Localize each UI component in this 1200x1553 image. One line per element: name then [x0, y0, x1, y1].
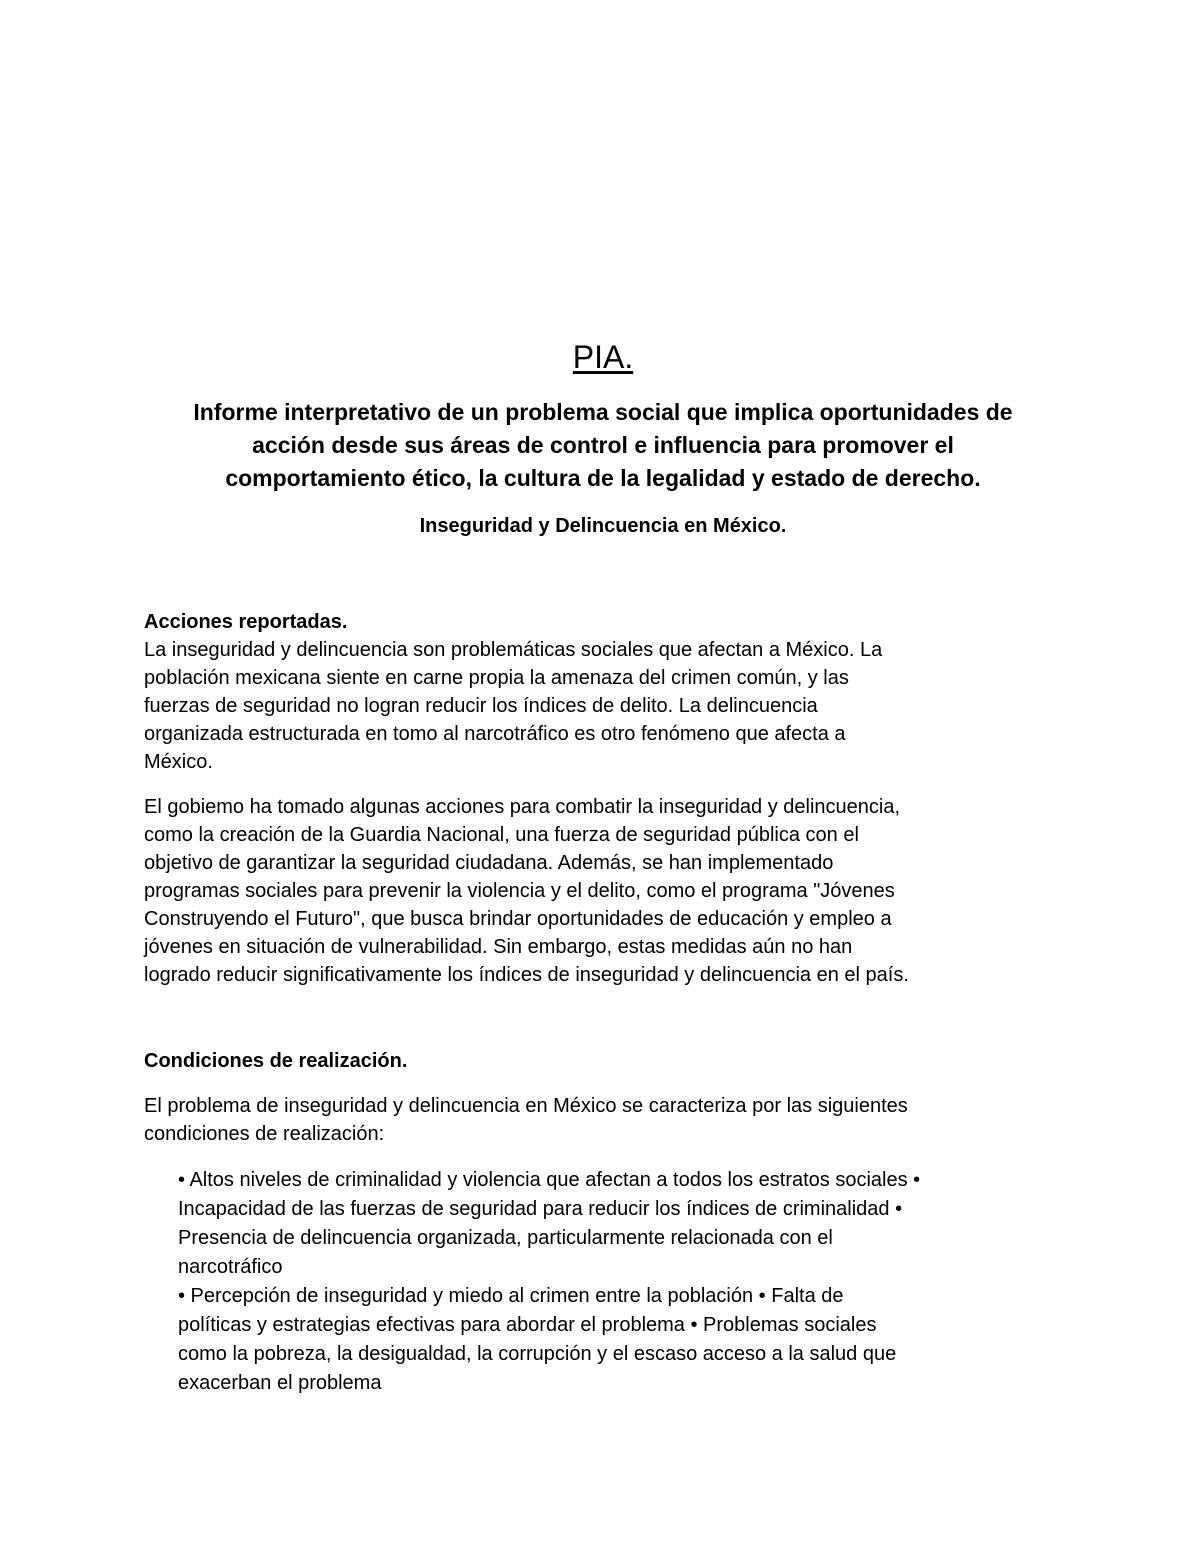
bullet-line: exacerban el problema	[178, 1372, 382, 1394]
text-line: población mexicana siente en carne propia la amenaza del crimen común, y las	[144, 667, 849, 689]
bullet-line: Presencia de delincuencia organizada, particularmente relacionada con el	[178, 1227, 833, 1249]
text-line: Construyendo el Futuro", que busca brindar oportunidades de educación y empleo a	[144, 908, 892, 930]
bullet-line: • Altos niveles de criminalidad y violencia que afectan a todos los estratos sociales •	[178, 1169, 921, 1191]
section-acciones-reportadas	[144, 608, 1064, 989]
subtitle-line: comportamiento ético, la cultura de la legalidad y estado de derecho.	[225, 465, 981, 491]
bullet-list	[178, 1166, 1068, 1398]
bullet-line: Incapacidad de las fuerzas de seguridad para reducir los índices de criminalidad •	[178, 1198, 903, 1220]
text-line: fuerzas de seguridad no logran reducir los índices de delito. La delincuencia	[144, 695, 818, 717]
text-line: como la creación de la Guardia Nacional, una fuerza de seguridad pública con el	[144, 824, 859, 846]
text-line: México.	[144, 751, 213, 773]
bullet-line: • Percepción de inseguridad y miedo al crimen entre la población • Falta de	[178, 1285, 844, 1307]
section-condiciones-de-realizacion	[144, 1047, 1064, 1398]
text-line: objetivo de garantizar la seguridad ciudadana. Además, se han implementado	[144, 852, 834, 874]
text-line: organizada estructurada en tomo al narcotráfico es otro fenómeno que afecta a	[144, 723, 846, 745]
subtitle-line: acción desde sus áreas de control e influencia para promover el	[252, 432, 954, 458]
bullet-line: políticas y estrategias efectivas para abordar el problema • Problemas sociales	[178, 1314, 877, 1336]
subtitle-line: Informe interpretativo de un problema social que implica oportunidades de	[193, 399, 1013, 425]
document-subtitle	[140, 396, 1066, 495]
paragraph	[144, 793, 1064, 989]
text-line: condiciones de realización:	[144, 1123, 385, 1145]
document-topic: Inseguridad y Delincuencia en México.	[419, 515, 787, 537]
bullet-line: narcotráfico	[178, 1256, 283, 1278]
text-line: El problema de inseguridad y delincuencia en México se caracteriza por las siguientes	[144, 1095, 908, 1117]
text-line: jóvenes en situación de vulnerabilidad. Sin embargo, estas medidas aún no han	[144, 936, 853, 958]
text-line: La inseguridad y delincuencia son problemáticas sociales que afectan a México. La	[144, 639, 883, 661]
paragraph	[144, 1092, 1064, 1148]
bullet-line: como la pobreza, la desigualdad, la corrupción y el escaso acceso a la salud que	[178, 1343, 897, 1365]
document-title: PIA.	[572, 339, 634, 375]
section-heading: Condiciones de realización.	[144, 1050, 408, 1072]
text-line: logrado reducir significativamente los índices de inseguridad y delincuencia en el país.	[144, 964, 909, 986]
section-heading: Acciones reportadas.	[144, 611, 348, 633]
text-line: programas sociales para prevenir la violencia y el delito, como el programa "Jóvenes	[144, 880, 895, 902]
paragraph	[144, 636, 1064, 776]
text-line: El gobiemo ha tomado algunas acciones para combatir la inseguridad y delincuencia,	[144, 796, 901, 818]
